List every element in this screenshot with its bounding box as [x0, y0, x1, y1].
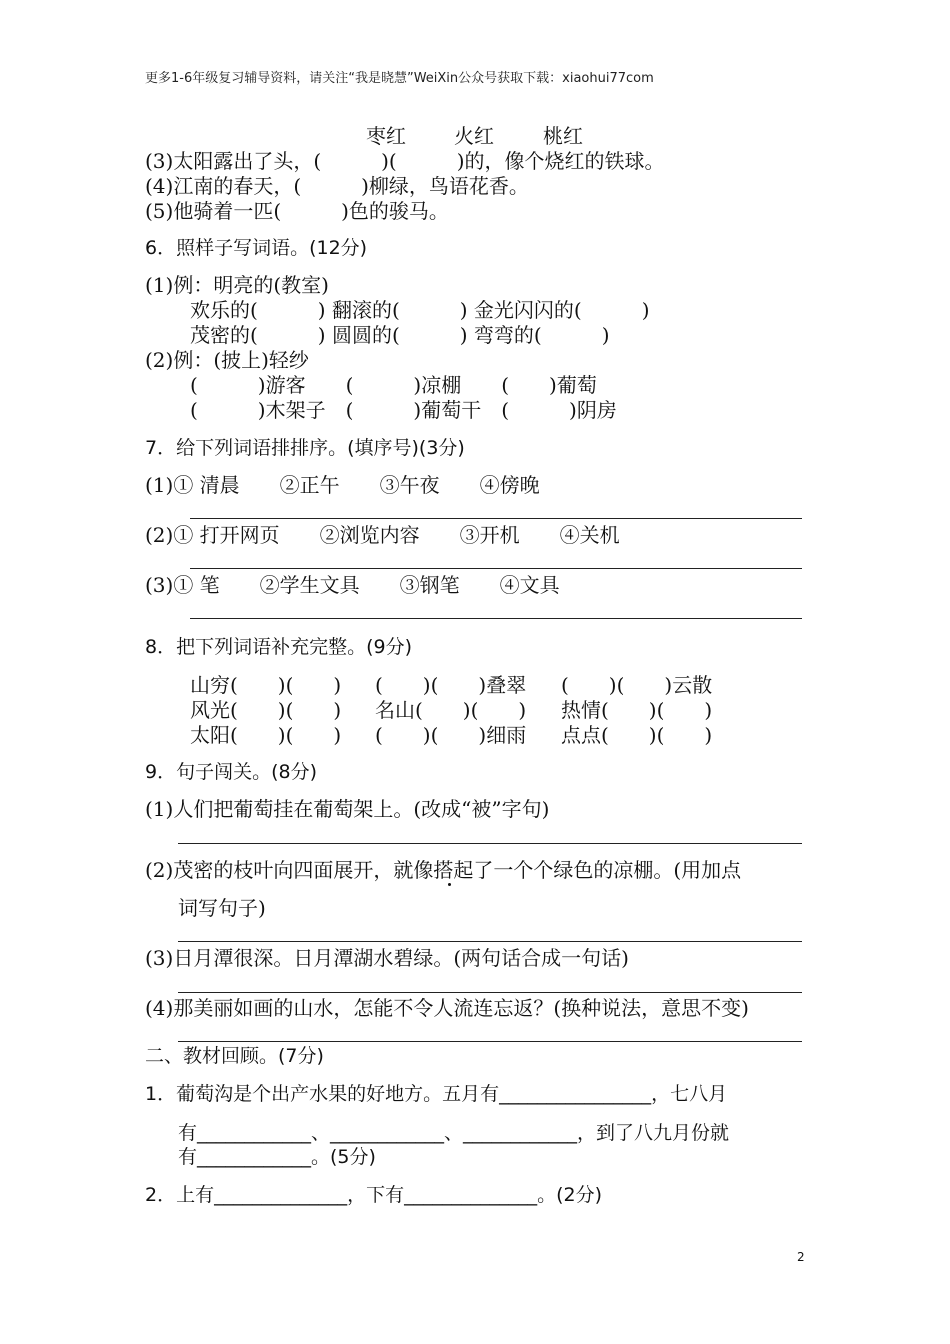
answer-line	[190, 618, 802, 619]
sentence-task: (3)日月潭很深。日月潭湖水碧绿。(两句话合成一句话)	[145, 946, 629, 970]
fill-row: ( )木架子 ( )葡萄干 ( )阴房	[190, 398, 617, 422]
fill-row: ( )游客 ( )凉棚 ( )葡萄	[190, 373, 597, 397]
sort-item: (3)① 笔 ②学生文具 ③钢笔 ④文具	[145, 573, 560, 597]
idiom-cell: 点点( )( )	[561, 723, 713, 747]
answer-line	[178, 992, 802, 993]
answer-line	[178, 843, 802, 844]
recall-question-cont: 有____________。(5分)	[178, 1146, 376, 1168]
example-line: (2)例：(披上)轻纱	[145, 348, 309, 372]
idiom-cell: ( )( )云散	[561, 673, 713, 697]
recall-question-cont: 有____________、____________、____________，到了八九月份就	[178, 1122, 730, 1144]
option-word: 火红	[454, 124, 494, 148]
recall-question: 1．葡萄沟是个出产水果的好地方。五月有________________，七八月	[145, 1083, 728, 1105]
sentence-task-cont: 词写句子)	[178, 896, 266, 920]
answer-line	[190, 568, 802, 569]
fill-item: (3)太阳露出了头，( )( )的，像个烧红的铁球。	[145, 149, 665, 173]
fill-item: (4)江南的春天，( )柳绿，鸟语花香。	[145, 174, 529, 198]
idiom-cell: 热情( )( )	[561, 698, 713, 722]
idiom-cell: 山穷( )( )	[190, 673, 342, 697]
page-number: 2	[797, 1250, 805, 1264]
page-header: 更多1-6年级复习辅导资料，请关注“我是晓慧”WeiXin公众号获取下载：xiaohui77com	[145, 71, 654, 86]
sentence-task: (1)人们把葡萄挂在葡萄架上。(改成“被”字句)	[145, 797, 550, 821]
option-word: 枣红	[366, 124, 406, 148]
question-title: 7．给下列词语排排序。(填序号)(3分)	[145, 437, 465, 459]
fill-row: 茂密的( ) 圆圆的( ) 弯弯的( )	[190, 323, 610, 347]
example-line: (1)例：明亮的(教室)	[145, 273, 329, 297]
question-title: 8．把下列词语补充完整。(9分)	[145, 636, 413, 658]
fill-row: 欢乐的( ) 翻滚的( ) 金光闪闪的( )	[190, 298, 650, 322]
emphasis-dot	[448, 883, 451, 886]
idiom-cell: ( )( )叠翠	[375, 673, 527, 697]
sort-item: (1)① 清晨 ②正午 ③午夜 ④傍晚	[145, 473, 540, 497]
recall-question: 2．上有______________，下有______________。(2分)	[145, 1184, 603, 1206]
question-title: 9．句子闯关。(8分)	[145, 761, 318, 783]
idiom-cell: 名山( )( )	[375, 698, 527, 722]
answer-line	[178, 1041, 802, 1042]
answer-line	[178, 941, 802, 942]
sort-item: (2)① 打开网页 ②浏览内容 ③开机 ④关机	[145, 523, 620, 547]
sentence-task: (2)茂密的枝叶向四面展开，就像搭起了一个个绿色的凉棚。(用加点	[145, 858, 742, 882]
question-title: 6．照样子写词语。(12分)	[145, 237, 368, 259]
idiom-cell: 风光( )( )	[190, 698, 342, 722]
idiom-cell: 太阳( )( )	[190, 723, 342, 747]
answer-line	[190, 518, 802, 519]
option-word: 桃红	[543, 124, 583, 148]
part-title: 二、教材回顾。(7分)	[145, 1045, 324, 1067]
idiom-cell: ( )( )细雨	[375, 723, 527, 747]
fill-item: (5)他骑着一匹( )色的骏马。	[145, 199, 449, 223]
sentence-task: (4)那美丽如画的山水，怎能不令人流连忘返？(换种说法，意思不变)	[145, 996, 749, 1020]
